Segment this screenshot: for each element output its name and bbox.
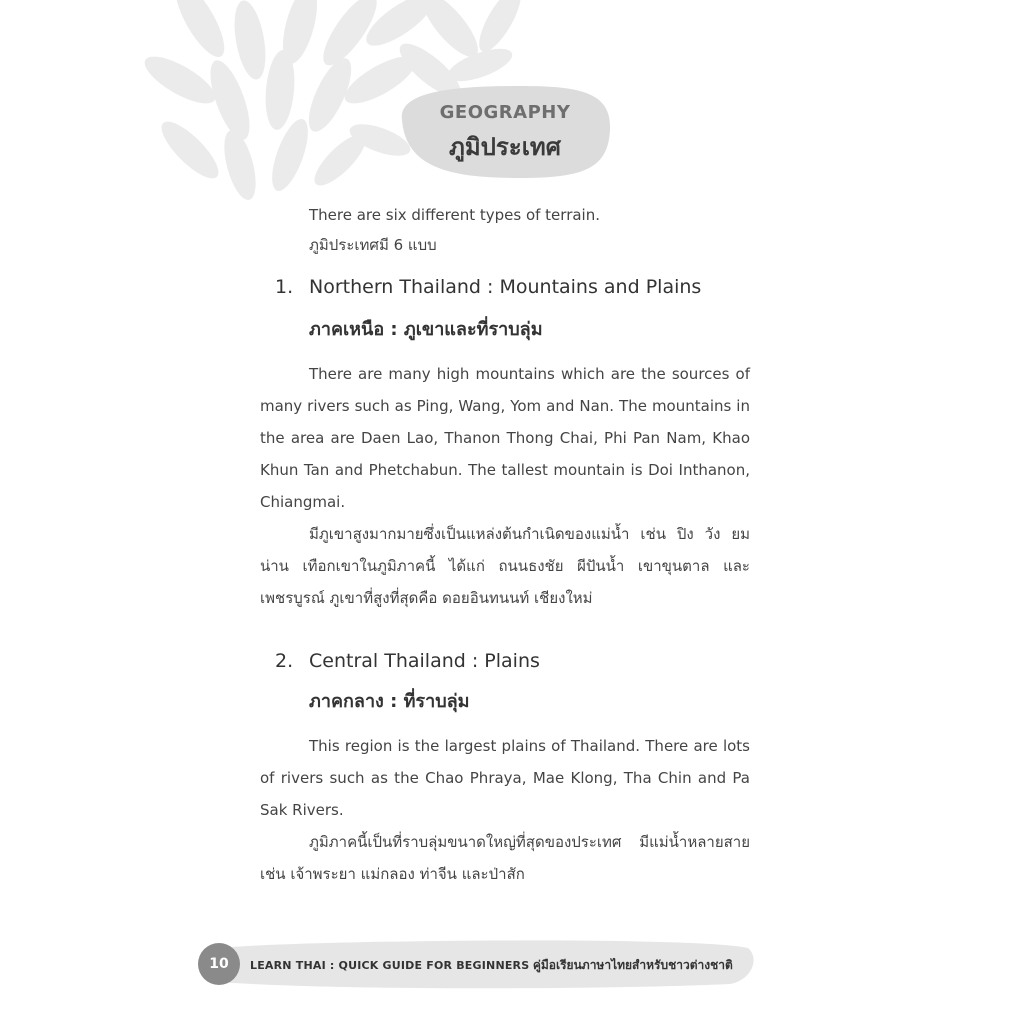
title-thai: ภูมิประเทศ: [449, 133, 561, 161]
intro-line-thai: ภูมิประเทศมี 6 แบบ: [309, 236, 437, 254]
intro-text: [309, 200, 600, 260]
intro-line-english: There are six different types of terrain.: [309, 206, 600, 224]
book-title-thai: คู่มือเรียนภาษาไทยสำหรับชาวต่างชาติ: [532, 958, 733, 972]
footer-book-title: [250, 956, 733, 975]
section-1-heading-thai: ภาคเหนือ : ภูเขาและที่ราบลุ่ม: [309, 319, 543, 340]
paragraph-english: This region is the largest plains of Thailand. There are lots of rivers such as the Chao Phraya, Mae Klong, Tha Chin and Pa Sak Rivers.: [260, 737, 750, 819]
section-heading-english: Northern Thailand : Mountains and Plains: [309, 276, 702, 298]
page-number-badge: 10: [198, 943, 240, 985]
paragraph-thai: มีภูเขาสูงมากมายซึ่งเป็นแหล่งต้นกำเนิดของแม่น้ำ เช่น ปิง วัง ยม น่าน เทือกเขาในภูมิภาคนี้ ได้แก่ ถนนธงชัย ผีปันน้ำ เขาขุนตาล และเพชรบูรณ์ ภูเขาที่สูงที่สุดคือ ดอยอินทนนท์ เชียงใหม่: [260, 525, 750, 607]
book-title-english: LEARN THAI : QUICK GUIDE FOR BEGINNERS: [250, 959, 530, 972]
section-1-body: [260, 358, 750, 614]
paragraph-thai: ภูมิภาคนี้เป็นที่ราบลุ่มขนาดใหญ่ที่สุดของประเทศ มีแม่น้ำหลายสาย เช่น เจ้าพระยา แม่กลอง ท่าจีน และป่าสัก: [260, 833, 750, 883]
section-heading-english: Central Thailand : Plains: [309, 650, 540, 672]
section-1-heading: [275, 276, 701, 298]
section-title: [400, 88, 610, 166]
paragraph-english: There are many high mountains which are the sources of many rivers such as Ping, Wang, Yom and Nan. The mountains in the area are Daen Lao, Thanon Thong Chai, Phi Pan Nam, Khao Khun Tan and Phetchabun. The tallest mountain is Doi Inthanon, Chiangmai.: [260, 365, 750, 511]
title-english: GEOGRAPHY: [439, 102, 571, 123]
section-number: 1.: [275, 276, 294, 298]
section-2-heading-thai: ภาคกลาง : ที่ราบลุ่ม: [309, 691, 470, 712]
section-2-body: [260, 730, 750, 890]
section-2-heading: [275, 650, 540, 672]
section-number: 2.: [275, 650, 294, 672]
